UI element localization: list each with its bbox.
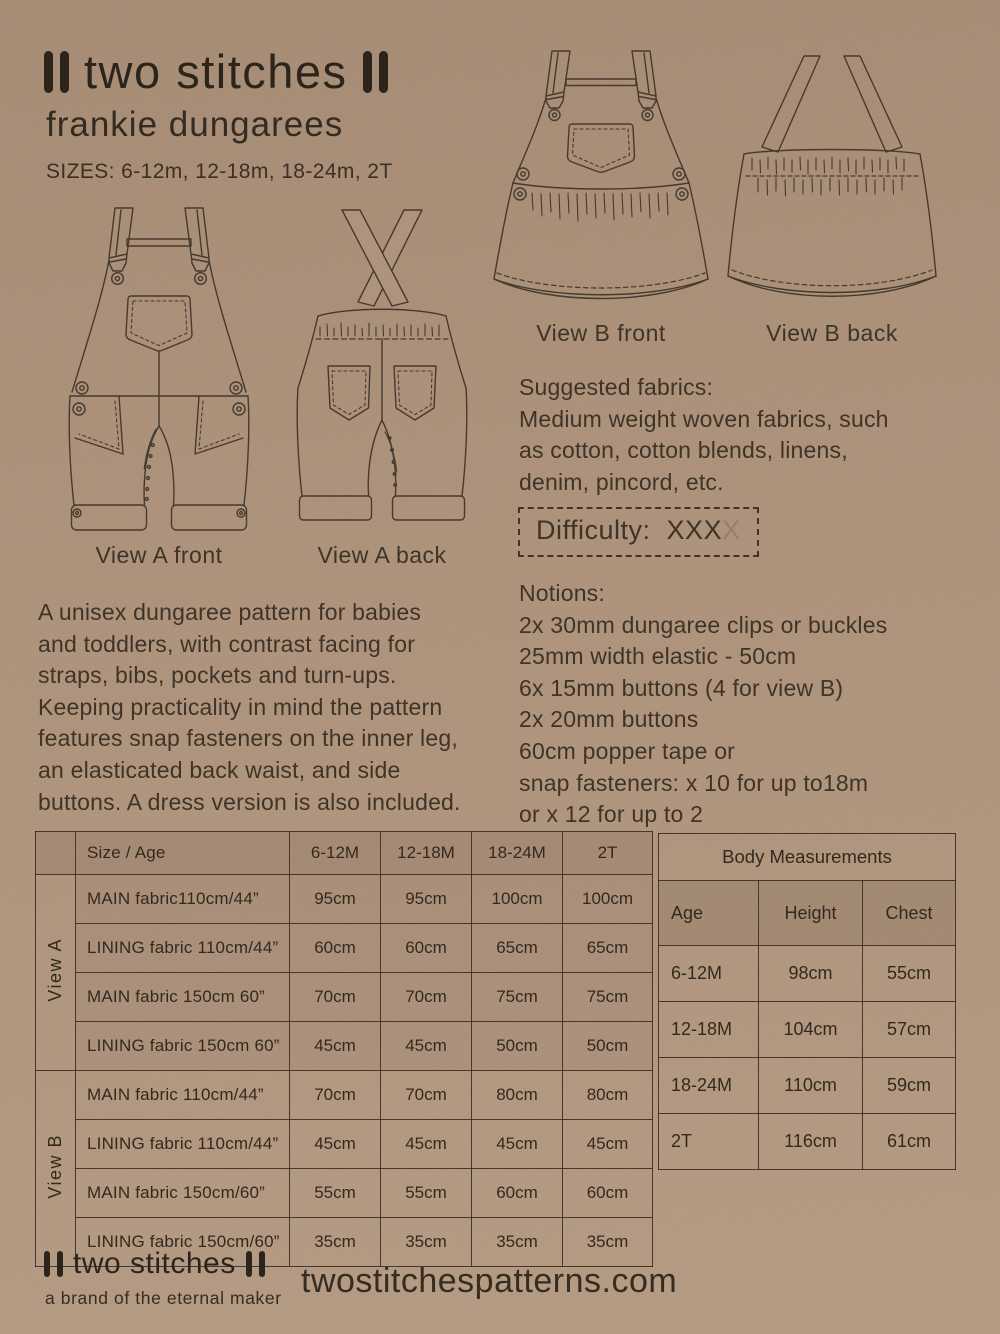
height-cell: 104cm: [759, 1002, 863, 1058]
logo-bars-icon: [44, 51, 69, 93]
view-b-front-label: View B front: [536, 320, 666, 346]
fabric-value-cell: 45cm: [381, 1022, 472, 1071]
height-cell: 98cm: [759, 946, 863, 1002]
fabric-row-label: MAIN fabric 150cm 60”: [76, 973, 290, 1022]
fabric-value-cell: 70cm: [290, 1071, 381, 1120]
logo-bars-icon: [44, 1251, 63, 1277]
brand-name: two stitches: [84, 45, 348, 98]
brand-logo: [44, 44, 388, 99]
pattern-name: frankie dungarees: [46, 105, 344, 144]
difficulty-box: [518, 507, 759, 557]
fabric-value-cell: 35cm: [563, 1218, 653, 1267]
fabric-value-cell: 95cm: [381, 875, 472, 924]
age-cell: 2T: [659, 1114, 759, 1170]
footer-brand-logo: [44, 1247, 265, 1281]
fabric-value-cell: 45cm: [381, 1120, 472, 1169]
table-header-cell: 2T: [563, 832, 653, 875]
notion-item: 6x 15mm buttons (4 for view B): [519, 674, 844, 701]
fabric-value-cell: 80cm: [563, 1071, 653, 1120]
sizes-line: SIZES: 6-12m, 12-18m, 18-24m, 2T: [46, 160, 393, 183]
fabric-value-cell: 80cm: [472, 1071, 563, 1120]
fabric-requirements-table: [35, 831, 653, 1267]
fabric-value-cell: 60cm: [381, 924, 472, 973]
description-line: and toddlers, with contrast facing for: [38, 630, 416, 657]
fabric-row-label: LINING fabric 110cm/44”: [76, 924, 290, 973]
fabric-value-cell: 75cm: [472, 973, 563, 1022]
notion-item: 60cm popper tape or: [519, 737, 736, 764]
table-header-cell: Age: [659, 881, 759, 946]
table-header-cell: 12-18M: [381, 832, 472, 875]
difficulty-stars: XXX: [666, 515, 723, 545]
table-header-cell: Size / Age: [76, 832, 290, 875]
fabric-value-cell: 55cm: [290, 1169, 381, 1218]
description-line: buttons. A dress version is also included.: [38, 788, 461, 815]
view-a-front-label: View A front: [95, 542, 223, 568]
body-measurements-title: Body Measurements: [659, 834, 956, 881]
suggested-fabrics-title: Suggested fabrics:: [519, 374, 714, 400]
suggested-fabrics-block: [519, 372, 889, 498]
view-b-back-label: View B back: [766, 320, 898, 346]
height-cell: 116cm: [759, 1114, 863, 1170]
fabric-value-cell: 35cm: [472, 1218, 563, 1267]
fabric-value-cell: 45cm: [563, 1120, 653, 1169]
view-b-front-drawing: [488, 46, 714, 318]
chest-cell: 61cm: [863, 1114, 956, 1170]
description-line: A unisex dungaree pattern for babies: [38, 599, 422, 625]
chest-cell: 55cm: [863, 946, 956, 1002]
fabric-value-cell: 35cm: [381, 1218, 472, 1267]
fabric-value-cell: 45cm: [290, 1022, 381, 1071]
footer-brand-name: two stitches: [73, 1247, 236, 1280]
fabric-value-cell: 50cm: [472, 1022, 563, 1071]
fabric-value-cell: 60cm: [563, 1169, 653, 1218]
notion-item: snap fasteners: x 10 for up to18m: [519, 769, 869, 796]
logo-bars-icon: [246, 1251, 265, 1277]
view-a-front-drawing: [57, 202, 261, 536]
description-line: straps, bibs, pockets and turn-ups.: [38, 662, 397, 689]
fabric-value-cell: 45cm: [290, 1120, 381, 1169]
chest-cell: 59cm: [863, 1058, 956, 1114]
view-a-back-label: View A back: [317, 542, 447, 568]
fabric-value-cell: 60cm: [472, 1169, 563, 1218]
chest-cell: 57cm: [863, 1002, 956, 1058]
fabric-value-cell: 70cm: [381, 973, 472, 1022]
height-cell: 110cm: [759, 1058, 863, 1114]
age-cell: 6-12M: [659, 946, 759, 1002]
table-corner-cell: [36, 832, 76, 875]
fabric-value-cell: 65cm: [472, 924, 563, 973]
fabric-row-label: MAIN fabric110cm/44”: [76, 875, 290, 924]
difficulty-label: Difficulty:: [536, 515, 651, 545]
fabric-value-cell: 55cm: [381, 1169, 472, 1218]
fabric-value-cell: 50cm: [563, 1022, 653, 1071]
age-cell: 12-18M: [659, 1002, 759, 1058]
logo-bars-icon: [363, 51, 388, 93]
description-line: Keeping practicality in mind the pattern: [38, 693, 443, 720]
notion-item: 2x 20mm buttons: [519, 706, 699, 733]
suggested-fabrics-line: Medium weight woven fabrics, such: [519, 405, 889, 432]
table-header-cell: 6-12M: [290, 832, 381, 875]
table-header-cell: 18-24M: [472, 832, 563, 875]
fabric-row-label: LINING fabric 110cm/44”: [76, 1120, 290, 1169]
fabric-value-cell: 65cm: [563, 924, 653, 973]
pattern-description: [38, 597, 461, 818]
description-line: features snap fasteners on the inner leg,: [38, 725, 458, 752]
notion-item: 25mm width elastic - 50cm: [519, 643, 797, 670]
fabric-value-cell: 100cm: [472, 875, 563, 924]
fabric-value-cell: 45cm: [472, 1120, 563, 1169]
fabric-value-cell: 70cm: [381, 1071, 472, 1120]
fabric-row-label: LINING fabric 150cm/60”: [76, 1218, 290, 1267]
notions-block: [519, 578, 887, 831]
view-group-label: View A: [36, 875, 76, 1071]
body-measurements-table: [658, 833, 956, 1170]
fabric-value-cell: 95cm: [290, 875, 381, 924]
suggested-fabrics-line: as cotton, cotton blends, linens,: [519, 437, 848, 464]
fabric-row-label: MAIN fabric 110cm/44”: [76, 1071, 290, 1120]
website-url: twostitchespatterns.com: [301, 1262, 678, 1300]
fabric-value-cell: 75cm: [563, 973, 653, 1022]
difficulty-star-faded: X: [722, 515, 741, 545]
fabric-value-cell: 60cm: [290, 924, 381, 973]
suggested-fabrics-line: denim, pincord, etc.: [519, 468, 724, 495]
fabric-row-label: MAIN fabric 150cm/60”: [76, 1169, 290, 1218]
fabric-row-label: LINING fabric 150cm 60”: [76, 1022, 290, 1071]
notion-item: or x 12 for up to 2: [519, 801, 704, 828]
view-a-back-drawing: [286, 206, 478, 530]
notions-title: Notions:: [519, 580, 605, 606]
age-cell: 18-24M: [659, 1058, 759, 1114]
fabric-value-cell: 100cm: [563, 875, 653, 924]
fabric-value-cell: 70cm: [290, 973, 381, 1022]
table-header-cell: Chest: [863, 881, 956, 946]
notion-item: 2x 30mm dungaree clips or buckles: [519, 611, 888, 638]
description-line: an elasticated back waist, and side: [38, 756, 401, 783]
table-header-cell: Height: [759, 881, 863, 946]
footer-tagline: a brand of the eternal maker: [45, 1288, 282, 1308]
fabric-value-cell: 35cm: [290, 1218, 381, 1267]
view-group-label: View B: [36, 1071, 76, 1267]
view-b-back-drawing: [724, 52, 940, 318]
